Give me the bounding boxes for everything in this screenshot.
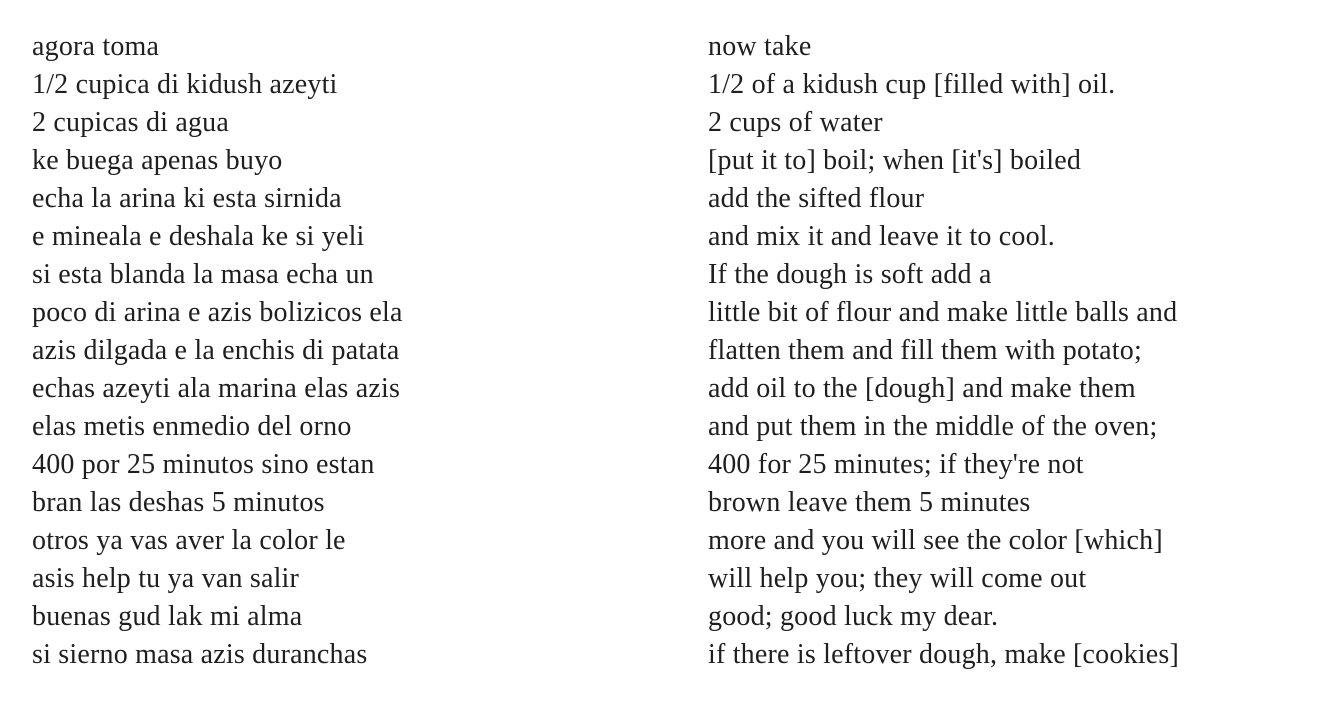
- ladino-line: elas metis enmedio del orno: [32, 411, 352, 442]
- ladino-line: 400 por 25 minutos sino estan: [32, 449, 375, 480]
- english-line: If the dough is soft add a: [708, 259, 992, 290]
- ladino-line: azis dilgada e la enchis di patata: [32, 335, 400, 366]
- english-line: more and you will see the color [which]: [708, 525, 1163, 556]
- english-line: and put them in the middle of the oven;: [708, 411, 1158, 442]
- english-line: brown leave them 5 minutes: [708, 487, 1031, 518]
- english-line: [put it to] boil; when [it's] boiled: [708, 145, 1082, 176]
- ladino-line: echas azeyti ala marina elas azis: [32, 373, 401, 404]
- english-line: and mix it and leave it to cool.: [708, 221, 1055, 252]
- ladino-line: otros ya vas aver la color le: [32, 525, 346, 556]
- ladino-line: poco di arina e azis bolizicos ela: [32, 297, 403, 328]
- ladino-line: echa la arina ki esta sirnida: [32, 183, 342, 214]
- english-line: little bit of flour and make little balls and: [708, 297, 1178, 328]
- english-line: flatten them and fill them with potato;: [708, 335, 1142, 366]
- english-line: 2 cups of water: [708, 107, 883, 138]
- ladino-line: asis help tu ya van salir: [32, 563, 300, 594]
- english-line: if there is leftover dough, make [cookies]: [708, 639, 1180, 670]
- ladino-line: ke buega apenas buyo: [32, 145, 283, 176]
- ladino-line: 2 cupicas di agua: [32, 107, 229, 138]
- ladino-line: e mineala e deshala ke si yeli: [32, 221, 365, 252]
- ladino-line: si esta blanda la masa echa un: [32, 259, 374, 290]
- ladino-line: bran las deshas 5 minutos: [32, 487, 325, 518]
- english-line: add oil to the [dough] and make them: [708, 373, 1136, 404]
- english-line: add the sifted flour: [708, 183, 925, 214]
- ladino-line: si sierno masa azis duranchas: [32, 639, 368, 670]
- english-line: 400 for 25 minutes; if they're not: [708, 449, 1084, 480]
- ladino-line: agora toma: [32, 31, 160, 62]
- english-line: good; good luck my dear.: [708, 601, 999, 632]
- ladino-line: 1/2 cupica di kidush azeyti: [32, 69, 338, 100]
- ladino-line: buenas gud lak mi alma: [32, 601, 303, 632]
- ladino-text-column: [32, 28, 403, 674]
- english-line: will help you; they will come out: [708, 563, 1087, 594]
- english-line: now take: [708, 31, 812, 62]
- english-line: 1/2 of a kidush cup [filled with] oil.: [708, 69, 1116, 100]
- english-translation-column: [708, 28, 1179, 674]
